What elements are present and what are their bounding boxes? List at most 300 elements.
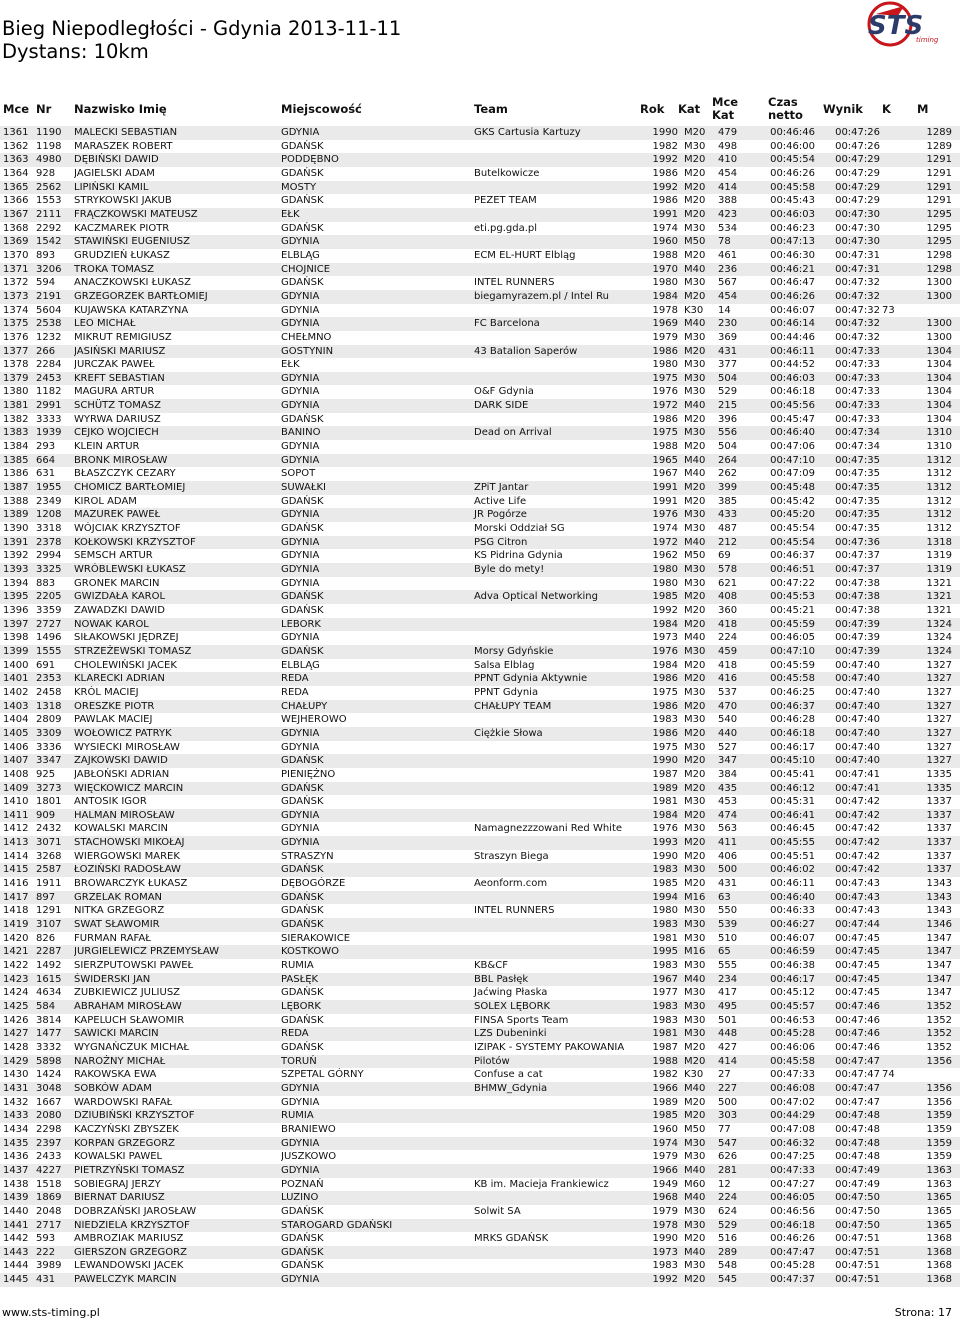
cell-team xyxy=(452,1109,640,1123)
cell-category-place: 500 xyxy=(712,863,748,877)
cell-year: 1960 xyxy=(640,235,678,249)
cell-city: GDYNIA xyxy=(281,809,452,823)
cell-bib: 2048 xyxy=(36,1205,62,1217)
cell-net-time: 00:45:57 xyxy=(748,1000,815,1014)
cell-place: 1430 xyxy=(3,1069,29,1081)
cell-category: M20 xyxy=(678,700,712,714)
cell-name: WIĘCKOWICZ MARCIN xyxy=(74,782,281,796)
cell-city: GDYNIA xyxy=(281,454,452,468)
cell-place: 1436 xyxy=(3,1151,29,1163)
cell-net-time: 00:46:30 xyxy=(770,249,815,261)
cell-category-place: 453 xyxy=(718,796,738,808)
cell-city: STAROGARD GDAŃSKI xyxy=(281,1219,452,1233)
cell-city: GDAŃSK xyxy=(281,1041,324,1053)
cell-net-time: 00:45:53 xyxy=(748,590,815,604)
cell-result: 00:47:41 xyxy=(815,782,882,796)
cell-city: GDYNIA xyxy=(281,536,452,550)
cell-team: Solwit SA xyxy=(474,1205,521,1217)
cell-result: 00:47:32 xyxy=(835,277,880,289)
cell-city: GDAŃSK xyxy=(281,1260,324,1272)
cell-city: GDAŃSK xyxy=(281,277,324,289)
cell-net-time: 00:47:13 xyxy=(748,235,815,249)
cell-place: 1441 xyxy=(0,1219,36,1233)
cell-place: 1396 xyxy=(3,604,29,616)
cell-m-place: 1347 xyxy=(926,932,952,944)
cell-bib: 431 xyxy=(36,1273,74,1287)
cell-year: 1967 xyxy=(652,468,678,480)
cell-k-place xyxy=(882,331,907,345)
cell-m-place: 1298 xyxy=(907,263,960,277)
cell-city: GDYNIA xyxy=(281,1273,452,1287)
cell-place: 1427 xyxy=(0,1027,36,1041)
table-row xyxy=(0,1041,960,1055)
table-row xyxy=(0,754,960,768)
table-row xyxy=(0,467,960,481)
cell-category-place: 516 xyxy=(718,1233,738,1245)
cell-place: 1421 xyxy=(0,945,36,959)
cell-category: M50 xyxy=(678,235,712,249)
cell-bib: 2284 xyxy=(36,359,62,371)
table-row xyxy=(0,1137,960,1151)
col-wynik: Wynik xyxy=(823,101,863,116)
sts-logo-graphic xyxy=(858,0,948,64)
cell-name: ZAJKOWSKI DAWID xyxy=(74,754,281,768)
cell-bib: 2433 xyxy=(36,1151,62,1163)
cell-name: KAPELUCH SŁAWOMIR xyxy=(74,1014,185,1026)
cell-result: 00:47:35 xyxy=(815,508,882,522)
cell-category: M40 xyxy=(678,536,712,550)
cell-category-place: 529 xyxy=(718,386,738,398)
cell-city: SUWAŁKI xyxy=(281,481,452,495)
cell-city: GDAŃSK xyxy=(281,987,324,999)
cell-category-place: 69 xyxy=(718,550,731,562)
table-row xyxy=(0,208,960,222)
cell-category-place: 504 xyxy=(718,441,738,453)
cell-category: M30 xyxy=(684,359,706,371)
cell-category-place: 399 xyxy=(712,481,748,495)
cell-net-time: 00:46:11 xyxy=(748,345,815,359)
cell-name: JURCZAK PAWEŁ xyxy=(74,359,155,371)
cell-category: M20 xyxy=(684,659,706,671)
page-title: Bieg Niepodległości - Gdynia 2013-11-11 xyxy=(2,17,402,40)
cell-k-place xyxy=(882,645,907,659)
cell-category-place: 474 xyxy=(712,809,748,823)
cell-year: 1975 xyxy=(640,426,678,440)
cell-m-place: 1337 xyxy=(907,836,960,850)
cell-net-time: 00:46:38 xyxy=(770,960,815,972)
cell-team xyxy=(452,891,640,905)
cell-category-place: 540 xyxy=(718,714,738,726)
cell-year: 1980 xyxy=(640,563,678,577)
cell-place: 1384 xyxy=(3,441,29,453)
cell-bib: 2538 xyxy=(36,317,74,331)
cell-category: M30 xyxy=(684,823,706,835)
cell-place: 1398 xyxy=(3,632,29,644)
cell-k-place xyxy=(882,235,907,249)
cell-team: Morsy Gdyńskie xyxy=(452,645,640,659)
cell-team xyxy=(452,331,640,345)
results-table xyxy=(0,92,960,1287)
cell-result: 00:47:44 xyxy=(815,918,882,932)
cell-k-place xyxy=(882,194,907,208)
cell-m-place: 1337 xyxy=(926,796,952,808)
cell-k-place xyxy=(882,590,907,604)
cell-name: ZAWADZKI DAWID xyxy=(74,604,165,616)
table-row xyxy=(0,563,960,577)
cell-result: 00:47:30 xyxy=(835,222,880,234)
table-row xyxy=(0,836,960,850)
footer-url[interactable]: www.sts-timing.pl xyxy=(2,1306,100,1319)
cell-year: 1975 xyxy=(640,372,678,386)
cell-result: 00:47:51 xyxy=(835,1260,880,1272)
table-row xyxy=(0,194,960,208)
cell-category: M30 xyxy=(684,1205,706,1217)
cell-net-time: 00:46:17 xyxy=(748,973,815,987)
cell-team: 43 Batalion Saperów xyxy=(452,345,640,359)
cell-city: STRASZYN xyxy=(281,850,334,862)
cell-city: GDYNIA xyxy=(281,386,320,398)
cell-net-time: 00:46:37 xyxy=(770,550,815,562)
cell-net-time: 00:46:07 xyxy=(770,304,815,316)
cell-place: 1416 xyxy=(3,878,29,890)
cell-name: WIERGOWSKI MAREK xyxy=(74,850,180,862)
cell-m-place: 1289 xyxy=(907,126,960,140)
cell-category-place: 498 xyxy=(718,140,738,152)
cell-category: M30 xyxy=(684,987,706,999)
cell-category: K30 xyxy=(684,1069,704,1081)
cell-place: 1391 xyxy=(0,536,36,550)
cell-net-time: 00:46:07 xyxy=(770,932,815,944)
cell-m-place: 1359 xyxy=(907,1137,960,1151)
cell-team xyxy=(452,918,640,932)
cell-m-place: 1312 xyxy=(926,495,952,507)
cell-place: 1442 xyxy=(3,1233,29,1245)
cell-city: LUZINO xyxy=(281,1191,452,1205)
cell-net-time: 00:46:03 xyxy=(748,372,815,386)
cell-k-place xyxy=(882,945,907,959)
cell-year: 1985 xyxy=(640,1109,678,1123)
cell-city: GDYNIA xyxy=(281,632,320,644)
cell-category: M20 xyxy=(684,1041,706,1053)
cell-net-time: 00:45:54 xyxy=(770,523,815,535)
cell-year: 1976 xyxy=(652,386,678,398)
cell-bib: 1869 xyxy=(36,1191,74,1205)
cell-city: ELBLĄG xyxy=(281,659,320,671)
cell-category: M40 xyxy=(678,454,712,468)
cell-bib: 1477 xyxy=(36,1027,74,1041)
cell-place: 1407 xyxy=(0,754,36,768)
cell-year: 1980 xyxy=(652,277,678,289)
cell-category: M30 xyxy=(684,1260,706,1272)
cell-k-place xyxy=(882,686,907,700)
cell-place: 1412 xyxy=(3,823,29,835)
cell-k-place xyxy=(882,454,907,468)
cell-category-place: 454 xyxy=(712,290,748,304)
cell-team xyxy=(452,454,640,468)
cell-result: 00:47:45 xyxy=(835,932,880,944)
cell-year: 1986 xyxy=(640,345,678,359)
cell-result: 00:47:40 xyxy=(815,672,882,686)
cell-name: GIERSZON GRZEGORZ xyxy=(74,1246,281,1260)
cell-result: 00:47:35 xyxy=(835,523,880,535)
cell-name: GRZELAK ROMAN xyxy=(74,891,281,905)
cell-city: KOSTKOWO xyxy=(281,945,452,959)
cell-name: WRÓBLEWSKI ŁUKASZ xyxy=(74,563,281,577)
cell-bib: 1232 xyxy=(36,331,62,343)
cell-name: GRUDZIEŃ ŁUKASZ xyxy=(74,249,170,261)
cell-result: 00:47:47 xyxy=(835,1069,880,1081)
cell-place: 1369 xyxy=(0,235,36,249)
cell-year: 1976 xyxy=(640,508,678,522)
cell-m-place: 1347 xyxy=(907,945,960,959)
cell-city: GDAŃSK xyxy=(281,1246,452,1260)
cell-category-place: 548 xyxy=(718,1260,738,1272)
cell-name: CHOLEWIŃSKI JACEK xyxy=(74,659,177,671)
cell-bib: 2727 xyxy=(36,618,74,632)
cell-category: M20 xyxy=(684,167,706,179)
table-row xyxy=(0,904,960,918)
cell-category: M40 xyxy=(678,263,712,277)
cell-place: 1374 xyxy=(3,304,29,316)
cell-team xyxy=(452,1150,640,1164)
cell-name: DOBRZAŃSKI JAROSŁAW xyxy=(74,1205,197,1217)
cell-place: 1444 xyxy=(3,1260,29,1272)
cell-category: M20 xyxy=(684,195,706,207)
cell-category: M20 xyxy=(684,249,706,261)
cell-net-time: 00:46:12 xyxy=(748,782,815,796)
cell-m-place: 1365 xyxy=(907,1219,960,1233)
cell-net-time: 00:46:28 xyxy=(770,714,815,726)
cell-team: KB im. Macieja Frankiewicz xyxy=(474,1178,609,1190)
cell-place: 1418 xyxy=(3,905,29,917)
table-row xyxy=(0,659,960,673)
cell-name: MAGURA ARTUR xyxy=(74,386,155,398)
cell-result: 00:47:39 xyxy=(815,618,882,632)
cell-city: JUSZKOWO xyxy=(281,1151,337,1163)
cell-place: 1373 xyxy=(0,290,36,304)
cell-m-place: 1346 xyxy=(907,918,960,932)
cell-bib: 2458 xyxy=(36,686,62,698)
cell-m-place: 1337 xyxy=(907,809,960,823)
cell-bib: 2994 xyxy=(36,550,62,562)
cell-city: GDAŃSK xyxy=(281,604,324,616)
cell-category-place: 487 xyxy=(718,523,738,535)
cell-team xyxy=(452,1273,640,1287)
cell-city: GDYNIA xyxy=(281,563,452,577)
cell-net-time: 00:45:56 xyxy=(748,399,815,413)
cell-m-place: 1298 xyxy=(926,249,952,261)
cell-result: 00:47:50 xyxy=(815,1219,882,1233)
cell-bib: 3359 xyxy=(36,604,62,616)
cell-name: ANTOSIK IGOR xyxy=(74,796,147,808)
cell-k-place xyxy=(882,317,907,331)
cell-year: 1986 xyxy=(640,672,678,686)
table-row xyxy=(0,399,960,413)
cell-result: 00:47:33 xyxy=(835,386,880,398)
cell-team: JR Pogórze xyxy=(452,508,640,522)
table-row xyxy=(0,290,960,304)
cell-category-place: 212 xyxy=(712,536,748,550)
cell-category: M30 xyxy=(684,577,706,589)
cell-category: M20 xyxy=(678,809,712,823)
cell-net-time: 00:45:51 xyxy=(770,850,815,862)
table-row xyxy=(0,809,960,823)
cell-team xyxy=(452,1219,640,1233)
cell-bib: 3071 xyxy=(36,836,74,850)
cell-result: 00:47:49 xyxy=(815,1164,882,1178)
cell-net-time: 00:47:47 xyxy=(748,1246,815,1260)
cell-category: M40 xyxy=(678,1082,712,1096)
cell-net-time: 00:47:25 xyxy=(770,1151,815,1163)
cell-result: 00:47:51 xyxy=(815,1273,882,1287)
cell-category-place: 470 xyxy=(712,700,748,714)
cell-k-place xyxy=(882,1096,907,1110)
cell-k-place xyxy=(882,672,907,686)
cell-name: LEWANDOWSKI JACEK xyxy=(74,1260,184,1272)
cell-category: M30 xyxy=(678,863,712,877)
col-czas-line1: Czas xyxy=(768,95,798,109)
cell-k-place xyxy=(882,877,907,891)
cell-m-place: 1327 xyxy=(907,754,960,768)
cell-name: PAWELCZYK MARCIN xyxy=(74,1273,281,1287)
table-row xyxy=(0,1232,960,1246)
cell-m-place: 1310 xyxy=(926,441,952,453)
cell-category-place: 410 xyxy=(712,153,748,167)
cell-m-place: 1324 xyxy=(907,645,960,659)
cell-bib: 4634 xyxy=(36,987,62,999)
cell-bib: 2353 xyxy=(36,672,74,686)
cell-category-place: 550 xyxy=(718,905,738,917)
cell-name: STAWIŃSKI EUGENIUSZ xyxy=(74,235,281,249)
cell-team xyxy=(452,263,640,277)
cell-net-time: 00:44:52 xyxy=(770,359,815,371)
cell-net-time: 00:47:09 xyxy=(770,468,815,480)
cell-year: 1984 xyxy=(640,809,678,823)
cell-place: 1379 xyxy=(0,372,36,386)
cell-k-place xyxy=(882,1191,907,1205)
cell-k-place xyxy=(882,932,907,946)
cell-m-place: 1304 xyxy=(926,359,952,371)
cell-k-place xyxy=(882,467,907,481)
cell-category-place: 563 xyxy=(718,823,738,835)
cell-bib: 3318 xyxy=(36,523,62,535)
cell-net-time: 00:44:29 xyxy=(748,1109,815,1123)
cell-category-place: 448 xyxy=(712,1027,748,1041)
cell-net-time: 00:45:54 xyxy=(748,536,815,550)
cell-category-place: 534 xyxy=(718,222,738,234)
cell-place: 1361 xyxy=(0,126,36,140)
cell-net-time: 00:47:37 xyxy=(748,1273,815,1287)
cell-category: M30 xyxy=(684,1151,706,1163)
cell-year: 1974 xyxy=(652,523,678,535)
cell-name: CEJKO WOJCIECH xyxy=(74,426,281,440)
cell-category: M20 xyxy=(678,208,712,222)
cell-net-time: 00:47:27 xyxy=(770,1178,815,1190)
cell-year: 1981 xyxy=(652,932,678,944)
cell-result: 00:47:34 xyxy=(835,441,880,453)
cell-city: WEJHEROWO xyxy=(281,714,347,726)
cell-net-time: 00:46:06 xyxy=(770,1041,815,1053)
cell-result: 00:47:33 xyxy=(815,399,882,413)
cell-bib: 3989 xyxy=(36,1260,62,1272)
cell-name: KIROL ADAM xyxy=(74,495,137,507)
cell-category: M30 xyxy=(684,277,706,289)
cell-year: 1981 xyxy=(640,1027,678,1041)
cell-place: 1445 xyxy=(0,1273,36,1287)
cell-result: 00:47:50 xyxy=(815,1191,882,1205)
cell-team: PEZET TEAM xyxy=(474,195,537,207)
cell-team xyxy=(452,1246,640,1260)
cell-name: WÓJCIAK KRZYSZTOF xyxy=(74,523,181,535)
cell-place: 1439 xyxy=(0,1191,36,1205)
cell-city: REDA xyxy=(281,1027,452,1041)
cell-category-place: 578 xyxy=(712,563,748,577)
cell-category: M40 xyxy=(684,632,706,644)
cell-net-time: 00:45:42 xyxy=(770,495,815,507)
logo-subtext: timing xyxy=(916,36,939,44)
cell-k-place xyxy=(882,140,907,154)
col-nr: Nr xyxy=(36,101,52,116)
cell-m-place: 1363 xyxy=(926,1178,952,1190)
cell-bib: 2453 xyxy=(36,372,74,386)
cell-place: 1420 xyxy=(3,932,29,944)
cell-category: M20 xyxy=(678,618,712,632)
cell-m-place xyxy=(907,1068,960,1082)
cell-result: 00:47:39 xyxy=(835,632,880,644)
cell-city: GDAŃSK xyxy=(281,167,324,179)
cell-category-place: 14 xyxy=(718,304,731,316)
cell-team: ECM EL-HURT Elbląg xyxy=(474,249,576,261)
cell-m-place: 1295 xyxy=(907,208,960,222)
cell-category-place: 440 xyxy=(712,727,748,741)
cell-k-place xyxy=(882,508,907,522)
cell-m-place: 1368 xyxy=(907,1246,960,1260)
cell-m-place: 1321 xyxy=(907,590,960,604)
cell-place: 1370 xyxy=(3,249,29,261)
cell-team xyxy=(452,754,640,768)
cell-category: M40 xyxy=(678,1246,712,1260)
cell-year: 1992 xyxy=(652,604,678,616)
cell-team: Salsa Elblag xyxy=(474,659,535,671)
cell-net-time: 00:46:26 xyxy=(748,290,815,304)
page-subtitle: Dystans: 10km xyxy=(2,40,149,63)
cell-net-time: 00:46:08 xyxy=(748,1082,815,1096)
cell-result: 00:47:47 xyxy=(815,1055,882,1069)
cell-category: M20 xyxy=(678,345,712,359)
cell-category: M30 xyxy=(684,523,706,535)
results-body xyxy=(0,126,960,1287)
cell-name: JURGIELEWICZ PRZEMYSŁAW xyxy=(74,945,281,959)
cell-category-place: 427 xyxy=(718,1041,738,1053)
cell-result: 00:47:29 xyxy=(835,195,880,207)
cell-net-time: 00:44:46 xyxy=(770,331,815,343)
cell-city: GOSTYNIN xyxy=(281,345,452,359)
table-row xyxy=(0,727,960,741)
cell-bib: 266 xyxy=(36,345,74,359)
cell-bib: 1553 xyxy=(36,195,62,207)
cell-city: POZNAŃ xyxy=(281,1178,324,1190)
cell-place: 1381 xyxy=(0,399,36,413)
cell-team xyxy=(452,741,640,755)
cell-k-place xyxy=(882,153,907,167)
cell-m-place: 1304 xyxy=(907,372,960,386)
sts-logo xyxy=(858,0,948,64)
cell-year: 1982 xyxy=(652,1069,678,1081)
cell-k-place xyxy=(882,1178,907,1192)
cell-place: 1385 xyxy=(0,454,36,468)
cell-category-place: 27 xyxy=(718,1069,731,1081)
cell-year: 1988 xyxy=(652,249,678,261)
